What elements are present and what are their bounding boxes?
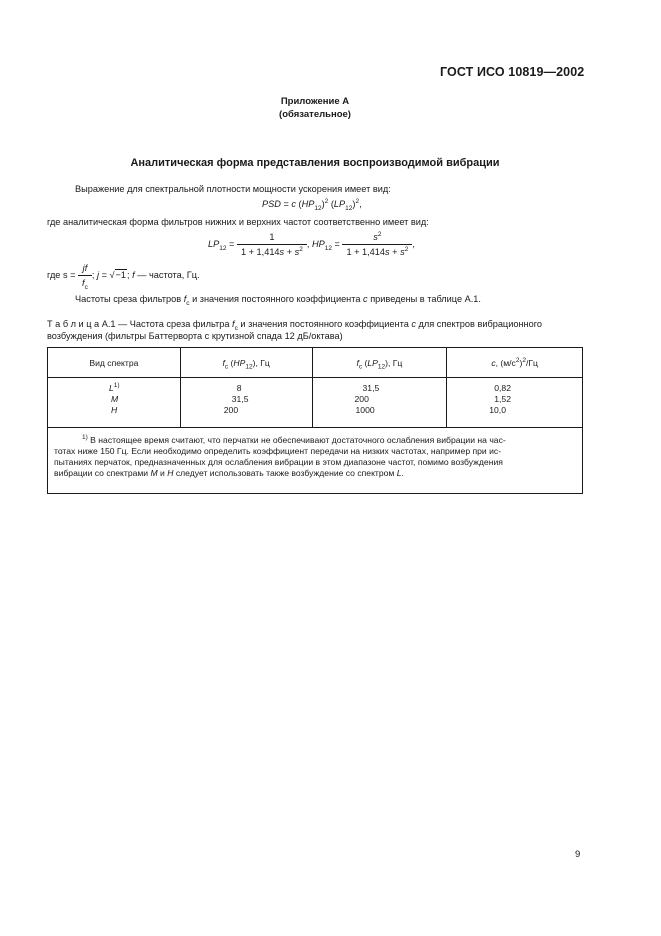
appendix-title: Приложение А: [280, 96, 350, 107]
cutoff-frequency-table: [47, 347, 583, 494]
table-cell: 31,5: [362, 383, 380, 393]
table-cell: 10,0: [489, 405, 506, 415]
fc-lp-column: [312, 378, 447, 428]
footnote-line: $^{1)}$ В настоящее время считают, что перчатки не обеспечивают достаточного ослабления вибрации на час-: [82, 434, 506, 445]
table-cell: 200: [354, 394, 369, 404]
table-footnote: [48, 428, 583, 494]
formula-s-definition: где s = $\frac{jf}{f_c}$ ; j = √−1; f — частота, Гц.: [47, 263, 200, 291]
paragraph-psd-intro: Выражение для спектральной плотности мощности ускорения имеет вид:: [75, 184, 391, 194]
table-body-row: [48, 378, 583, 428]
table-cell: 31,5: [231, 394, 249, 404]
formula-psd: PSD = c $(HP_{12})^2$ $(LP_{12})^2$,: [262, 197, 362, 212]
footnote-line: тотах ниже 150 Гц. Если необходимо определить коэффициент передачи на низких частотах, например при ис-: [54, 446, 502, 456]
footnote-line: вибрации со спектрами M и H следует использовать также возбуждение со спектром L.: [54, 468, 404, 478]
footnote-line: пытаниях перчаток, предназначенных для ослабления вибрации в этом диапазоне частот, помимо возбуждения: [54, 457, 503, 467]
formula-filters: $LP_{12}$ = $\frac{1}{1 + 1,414s + s^2}$ , $HP_{12}$ = $\frac{s^2}{1 + 1,414s + s^2}$ ,: [208, 230, 415, 257]
appendix-status: (обязательное): [279, 109, 351, 120]
table-header-row: [48, 348, 583, 378]
table-cell: 200: [223, 405, 239, 415]
table-cell: 0,82: [494, 383, 511, 393]
paragraph-table-ref: Частоты среза фильтров $f_c$ и значения постоянного коэффициента c приведены в таблице А.1.: [75, 294, 481, 307]
paragraph-filters-intro: где аналитическая форма фильтров нижних и верхних частот соответственно имеет вид:: [47, 217, 429, 227]
table-caption-line2: возбуждения (фильтры Баттерворта с крутизной спада 12 дБ/октава): [47, 331, 343, 341]
table-footnote-row: [48, 428, 583, 494]
table-row: H: [111, 405, 118, 415]
table-caption-line1: Т а б л и ц а А.1 — Частота среза фильтра $f_c$ и значения постоянного коэффициента c для спектров вибрационного: [47, 319, 542, 332]
spectrum-column: [48, 378, 181, 428]
page-number: 9: [575, 849, 581, 860]
standard-number: ГОСТ ИСО 10819—2002: [440, 65, 585, 79]
header-fc-lp: $f_c$ $(LP_{12})$, Гц: [312, 348, 447, 378]
table-cell: 1000: [355, 405, 375, 415]
fc-hp-column: [180, 378, 312, 428]
header-fc-hp: $f_c$ $(HP_{12})$, Гц: [180, 348, 312, 378]
header-spectrum: Вид спектра: [48, 348, 181, 378]
table-row: M: [111, 394, 119, 404]
table-cell: 1,52: [494, 394, 511, 404]
table-cell: 8: [236, 383, 242, 393]
coefficient-column: [447, 378, 583, 428]
section-heading: Аналитическая форма представления воспроизводимой вибрации: [130, 157, 500, 169]
table-row: $L^{1)}$: [109, 382, 120, 393]
header-coefficient: c, $(м/с^2)^2/Гц$: [447, 348, 583, 378]
